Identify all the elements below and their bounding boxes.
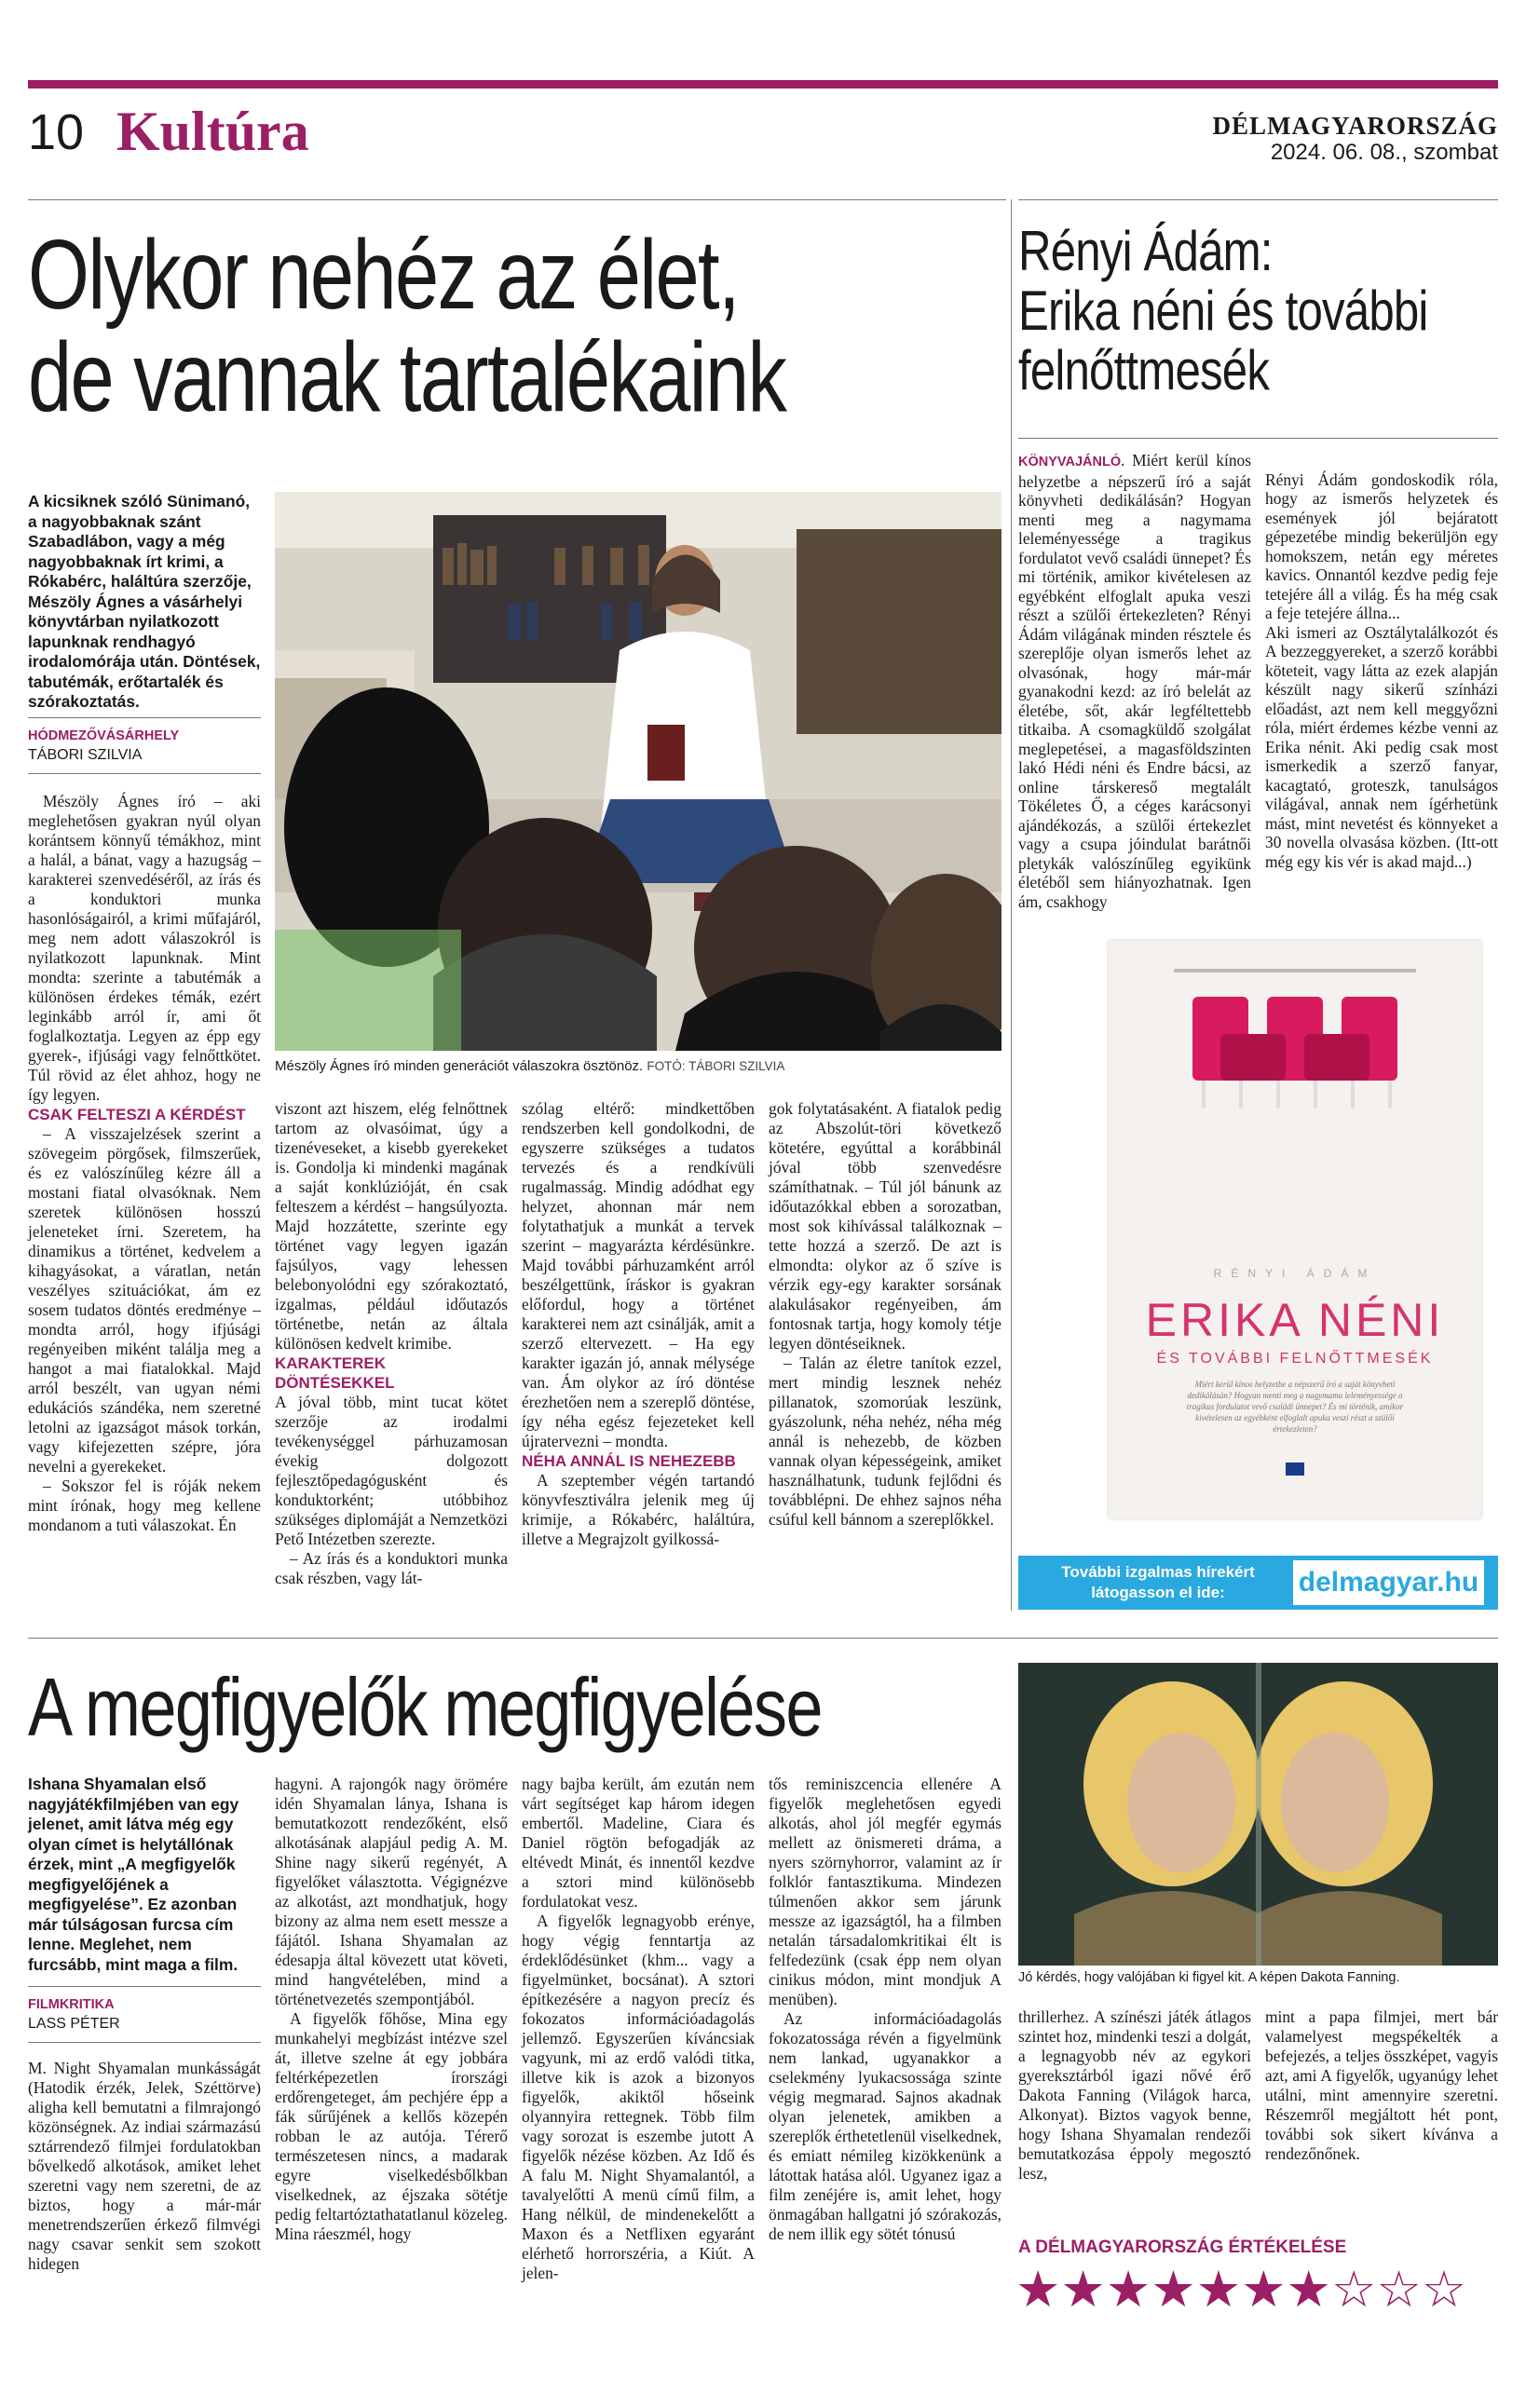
empty-star-icon: ☆ — [1330, 2262, 1377, 2318]
article1-lead: A kicsiknek szóló Sünimanó, a nagyobbaknak szánt Szabadlábon, vagy a még nagyobbaknak írt krimi, a Rókabérc, haláltúra szerzője, Mészöly Ágnes a vásárhelyi könyvtárban nyilatkozott lapunknak rendhagyó irodalomórája után. Döntések, tabutémák, erőtartalék és szórakoztatás. — [28, 492, 261, 711]
article3-author: LASS PÉTER — [28, 2016, 120, 2032]
header-rule-right — [1018, 199, 1498, 200]
paragraph: Rényi Ádám gondoskodik róla, hogy az ismerős helyzetek és események jól bejáratott gépezetébe mindig bekerüljön egy homokszem, netán egy méretes kavics. Onnantól kezdve pedig feje tetejére áll a világ. És ha még csak a feje tetejére állna... Aki ismeri az Osztálytalálkozót és A bezzeggyereket, a szerző korábbi köteteit, vagy látta az ezek alapján készült nagy sikerű színházi előadást, azt nem kell meggyőzni róla, miért érdemes kézbe venni az Erika nénit. Aki pedig csak most ismerkedik a szerző fanyar, kacagtató, groteszk, tanulságos világával, annak nem ígérhetünk mást, mint nevetést és könnyeket a 30 novella olvasása közben. (Itt-ott még egy kis vér is akad majd...) — [1265, 469, 1498, 871]
rating-stars — [1015, 2262, 1500, 2318]
filled-star-icon: ★ — [1105, 2262, 1151, 2318]
article1-kicker: HÓDMEZŐVÁSÁRHELY — [28, 728, 180, 743]
article1-photo-caption — [275, 1058, 1001, 1074]
ad-text-line2: látogasson el ide: — [1091, 1584, 1225, 1601]
caption-credit: FOTÓ: TÁBORI SZILVIA — [647, 1059, 785, 1073]
article2-column-1 — [1018, 451, 1251, 911]
paragraph: – Az írás és a konduktori munka csak részben, vagy lát- — [275, 1549, 508, 1587]
subheading: KARAKTEREK DÖNTÉSEKKEL — [275, 1354, 395, 1392]
filled-star-icon: ★ — [1241, 2262, 1287, 2318]
article2-headline — [1018, 220, 1428, 401]
rating-label: A DÉLMAGYARORSZÁG ÉRTÉKELÉSE — [1018, 2238, 1347, 2257]
website-ad-banner[interactable] — [1018, 1556, 1498, 1610]
header-rule — [28, 199, 1006, 200]
article1-headline — [28, 220, 811, 432]
page-number: 10 — [28, 104, 85, 160]
film-still-photo — [1018, 1663, 1498, 1966]
article3-column-6 — [1265, 2007, 1498, 2164]
article3-column-5 — [1018, 2007, 1251, 2184]
article2-headline-line2: Erika néni és további — [1018, 279, 1428, 342]
article3-column-4 — [769, 1775, 1001, 2244]
paragraph: nagy bajba került, ám ezután nem várt segítséget kap három idegen embertől. Madeline, Ciara és Daniel rögtön befogadják az eltévedt Minát, és innentől kezdve a sztori mind különösebb fordulatokat vesz. — [522, 1775, 755, 1911]
masthead: DÉLMAGYARORSZÁG — [1212, 112, 1498, 140]
caption-text: Mészöly Ágnes író minden generációt válaszokra ösztönöz. — [275, 1058, 644, 1074]
article2-kicker: KÖNYVAJÁNLÓ. — [1018, 455, 1125, 469]
article3-headline: A megfigyelők megfigyelése — [28, 1661, 822, 1753]
publisher-logo — [1286, 1462, 1304, 1476]
section-divider — [28, 1638, 1498, 1639]
empty-star-icon: ☆ — [1421, 2262, 1467, 2318]
byline-rule — [28, 773, 261, 774]
paragraph: A jóval több, mint tucat kötet szerzője az irodalmi tevékenységgel párhuzamosan évekig dolgozott fejlesztőpedagógusként és konduktorként; utóbbihoz szükséges diplomáját a Nemzetközi Pető Intézetben szerezte. — [275, 1393, 508, 1548]
article3-photo-caption: Jó kérdés, hogy valójában ki figyel kit. A képen Dakota Fanning. — [1018, 1970, 1400, 1985]
issue-date: 2024. 06. 08., szombat — [1270, 140, 1498, 165]
book-blurb: Miért kerül kínos helyzetbe a népszerű író a saját könyvheti dedikálásán? Hogyan menti meg a nagymama leleményessége a tragikus fordulatot vevő családi ünnepet? És mi történik, amikor kivételesen az egyébként elfoglalt apuka veszi részt a szülői értekezleten? — [1186, 1380, 1404, 1434]
article3-column-2 — [275, 1775, 508, 2244]
article1-photo — [275, 492, 1001, 1051]
lead-rule — [28, 717, 261, 718]
filled-star-icon: ★ — [1286, 2262, 1331, 2318]
article1-column-1 — [28, 792, 261, 1535]
ad-site-link[interactable]: delmagyar.hu — [1293, 1560, 1484, 1605]
paragraph: szólag eltérő: mindkettőben rendszerben kell gondolkodni, de egyszerre szükséges a tudatos tervezés és a rendkívüli rugalmasság. Mindig adódhat egy helyzet, ahonnan már nem folytathatjuk a munkát a tervek szerint – magyarázta kérdésünkre. Majd további párhuzamként arról beszélgettünk, íráskor is gyakran előfordul, hogy a történet karakterei nem azt csinálják, amit a szerző eltervezett. – Ha egy karakter igazán jó, annak mélysége van. Ám olykor az író döntése érezhetően nem a szereplő döntése, így néha egész fejezeteket kell újraterveznі – mondta. — [522, 1099, 755, 1450]
book-title: ERIKA NÉNI — [1145, 1294, 1445, 1346]
filled-star-icon: ★ — [1195, 2262, 1242, 2318]
article1-column-3 — [522, 1099, 755, 1549]
ad-text-line1: További izgalmas hírekért — [1061, 1563, 1255, 1581]
book-subtitle: ÉS TOVÁBBI FELNŐTTMESÉK — [1156, 1351, 1434, 1367]
paragraph: – Talán az életre tanítok ezzel, mert mindig lesznek nehéz pillanatok, szomorúak leszünk, gyászolunk, néha nehéz, néha még annál is nehezebb, de közben vannak olyan képességeink, amiket használhatunk, tudunk fejlődni és továbblépni. De ehhez sajnos néha csúful kell bánnom a szereplőkkel. — [769, 1354, 1001, 1529]
article1-headline-line1: Olykor nehéz az élet, — [28, 220, 739, 330]
article2-headline-line3: felnőttmesék — [1018, 339, 1270, 401]
article3-column-1 — [28, 2059, 261, 2274]
curtain-illustration — [1109, 941, 1481, 1220]
paragraph: A figyelők főhőse, Mina egy munkahelyi megbízást intézve szel át, illetve szelne át egy jobbára feltérképezetlen írországi erdőrengeteget, ám pechjére épp a fák sűrűjének a kellős közepén robban le az autója. Térerő természetesen nincs, a madarak egyre viselkedésbőlkban viselkednek, az éjszaka sötétje pedig feltartóztathatatlanul közeleg. Mina ráeszmél, hogy — [275, 2009, 508, 2243]
paragraph: gok folytatásaként. A fiatalok pedig az Abszolút-töri következő kötetére, egyúttal a korábbinál jóval több szenvedésre számíthatnak. – Túl jól bánunk az időutazókkal ebben a sorozatban, most sok kihívással találkoznak – tette hozzá a szerző. De azt is elmondta: olykor az ő szíve is vérzik egy-egy karakter sorsának alakulásakor regényeiben, ám fontosnak tartja, hogy komoly tétje legyen döntéseiknek. — [769, 1099, 1001, 1353]
paragraph: A szeptember végén tartandó könyvfesztiválra jelenik meg új krimije, a Rókabérc, haláltúra, illetve a Megrajzolt gyilkossá- — [522, 1471, 755, 1548]
library-reading-photo — [275, 492, 1001, 1051]
filled-star-icon: ★ — [1060, 2262, 1106, 2318]
article3-kicker: FILMKRITIKA — [28, 1997, 115, 2012]
subheading: NÉHA ANNÁL IS NEHEZEBB — [522, 1452, 736, 1470]
paragraph: A figyelők legnagyobb erénye, hogy végig fenntartja az érdeklődésünket (khm... vagy a figyelmünket, bocsánat). A sztori építkezésére a nagyon precíz és fokozatos információadagolás jellemző. Egyszerűen kíváncsiak vagyunk, mi az erdő valódi titka, illetve kik is azok a bizonyos figyelők, akiktől hőseink olyannyira rettegnek. Több film vagy sorozat is eszembe jutott A figyelők nézése közben. Az Idő és A falu M. Night Shyamalantól, a tavalyelőtti A menü című film, a Hang nélkül, de mindenekelőtt a Maxon és a Netflixen egyaránt elérhető horrorszéria, a Kiút. A jelen- — [522, 1911, 755, 2282]
empty-star-icon: ☆ — [1376, 2262, 1422, 2318]
article1-author: TÁBORI SZILVIA — [28, 747, 143, 763]
book-cover — [1109, 941, 1481, 1518]
article2-text-1: Miért kerül kínos helyzetbe a népszerű író a saját könyvheti dedikálásán? Hogyan menti meg a nagymama leleményessége a tragikus fordulatot vevő családi ünnepet? És mi történik, amikor kivételesen az egyébként elfoglalt apuka veszi részt a szülői értekezleten? Rényi Ádám világának minden résztele és szereplője olyan ismerős lehet az olvasónak, hogy már-már gyanakodni kezd: az író belelát az életébe, sőt, akár legféltettebb titkaiba. A csomagküldő szolgálat meglepetései, a magasföldszinten lakó Hédi néni és Endre bácsi, az online társkereső megtalált Tökéletes Ő, a céges karácsonyi ajándékozás, a szülői értekezlet vagy a csupa jóindulat barátnői pletykák valószínűleg egyikünk életéből sem hiányozhatnak. Igen ám, csakhogy — [1018, 451, 1251, 911]
subheading: CSAK FELTESZI A KÉRDÉST — [28, 1106, 246, 1123]
paragraph: hagyni. A rajongók nagy örömére idén Shyamalan lánya, Ishana is bemutatkozott rendezőként, első alkotásának alapjául pedig A. M. Shine nagy sikerű regényét, A figyelőket választotta. Végignézve az alkotást, azt mondhatjuk, hogy bizony az alma nem esett messze a fájától. Ishana Shyamalan az édesapja által kövezett utat követi, mind hangvételében, mind a történetvezetés szempontjából. — [275, 1775, 508, 2008]
article1-column-2 — [275, 1099, 508, 1588]
article1-headline-line2: de vannak tartalékaink — [28, 322, 786, 432]
lead-rule — [28, 1986, 261, 1987]
byline-rule — [28, 2042, 261, 2043]
paragraph: tős reminiszcencia ellenére A figyelők meglehetősen egyedi alkotás, ahol jól megfér egymás mellett az önismereti dráma, a nyers szörnyhorror, valamint az ír folklór fantasztikuma. Mindezen túlmenően akkor sem járunk messze az igazságtól, ha a filmben netalán társadalomkritikai élt is felfedezünk (csak épp nem olyan cinikus módon, mint mondjuk A menüben). — [769, 1775, 1001, 2008]
column-divider — [1011, 199, 1012, 1611]
article3-photo — [1018, 1663, 1498, 1966]
article2-headline-line1: Rényi Ádám: — [1018, 220, 1273, 282]
article1-column-4 — [769, 1099, 1001, 1530]
paragraph: mint a papa filmjei, mert bár valamelyest megspékelték a befejezés, a teljes összképet, vagyis azt, ami A figyelők, ugyanúgy lehet utálni, mint amennyire szeretni. Részemről megjáltott hét pont, további sok sikert kívánva a rendezőnőnek. — [1265, 2007, 1498, 2163]
filled-star-icon: ★ — [1151, 2262, 1196, 2318]
paragraph: M. Night Shyamalan munkásságát (Hatodik érzék, Jelek, Széttörve) aligha kell bemutatni a filmrajongó közönségnek. Az indiai származású sztárrendező filmjei fordulatokban bővelkedő alkotások, amiket lehet szeretni vagy nem szeretni, de az biztos, hogy a már-már menetrendszerűen érkező filmvégi nagy csavar senkit sem szokott hidegen — [28, 2059, 261, 2273]
paragraph: Az információadagolás fokozatossága révén a figyelmünk nem lankad, ugyanakkor a cselekmény lyukacsossága szinte végig megmarad. Sajnos akadnak olyan jelenetek, amikben a szereplők érthetetlenül viselkednek, és emiatt némileg kizökkenünk a látottak hatása alól. Ugyanez igaz a film zenéjére is, amit lehet, hogy önmagában hallgatni jó szórakozás, de nem illik egy sötét tónusú — [769, 2009, 1001, 2243]
paragraph: – A visszajelzések szerint a szövegeim pörgősek, filmszerűek, és ez valószínűleg kézre áll a mostani fiatal olvasóknak. Nem szeretek különösen hosszú jeleneteket írni. Szeretem, ha dinamikus a történet, kedvelem a kihagyásokat, a váratlan, netán veszélyes szituációkat, ám ez sosem tudatos döntés eredménye – mondta arról, hogy ifjúsági regényeiben miként találja meg a hangot a mai fiatalokkal. Majd arról beszélt, van ugyan némi edukációs szándéka, nem szeretné letolni az igazságot mások torkán, vagy kifejezetten szépre, jóra nevelni a gyerekeket. — [28, 1124, 261, 1476]
filled-star-icon: ★ — [1015, 2262, 1061, 2318]
top-accent-bar — [28, 80, 1498, 88]
book-author: RÉNYI ÁDÁM — [1213, 1267, 1377, 1280]
article2-column-2 — [1265, 451, 1498, 891]
article3-lead: Ishana Shyamalan első nagyjátékfilmjében van egy jelenet, amit látva még egy olyan címet is helytállónak érzek, mint „A megfigyelők megfigyelőjének a megfigyelése”. Ez azonban már túlságosan furcsa cím lenne. Meglehet, nem furcsább, mint maga a film. — [28, 1775, 239, 1974]
article3-column-3 — [522, 1775, 755, 2283]
paragraph: – Sokszor fel is róják nekem mint írónak, hogy meg kellene mondanom a tuti válaszokat. Én — [28, 1476, 261, 1534]
article2-rule — [1018, 438, 1498, 439]
paragraph: thrillerhez. A színészi játék átlagos szintet hoz, mindenki teszi a dolgát, a legnagyobb név az egykori gyereksztárból igazi nővé érő Dakota Fanning (Világok harca, Alkonyat). Biztos vagyok benne, hogy Ishana Shyamalan rendezői bemutatkozása éppoly megosztó lesz, — [1018, 2007, 1251, 2183]
paragraph: viszont azt hiszem, elég felnőttnek tartom az olvasóimat, úgy a tizenéveseket, a kisebb gyerekeket is. Gondolja ki mindenki magának a saját konklúzióját, én csak felteszem a kérdést – hangsúlyozta. Majd hozzátette, szerinte egy történet vagy legyen igazán fajsúlyos, vagy lehessen belebonyolódni egy szórakoztató, izgalmas, például időutazós történetbe, netán az általa különösen kedvelt krimibe. — [275, 1099, 508, 1353]
section-title: Kultúra — [116, 101, 309, 162]
paragraph: Mészöly Ágnes író – aki meglehetősen gyakran nyúl olyan korántsem könnyű témákhoz, mint a halál, a bánat, vagy a hazugság – karakterei szenvedéséről, az írás és a konduktori munka hasonlóságairól, a krimi műfajáról, meg nem adott válaszokról is nyilatkozott lapunknak. Mint mondta: szerinte a tabutémák a különösen érdekes témák, ezért leginkább arról ír, ami őt foglalkoztatja. Legyen az épp egy gyerek-, ifjúsági vagy felnőttkötet. Túl rövid az élet ahhoz, hogy ne így legyen. — [28, 792, 261, 1104]
paragraph — [1018, 451, 1251, 911]
